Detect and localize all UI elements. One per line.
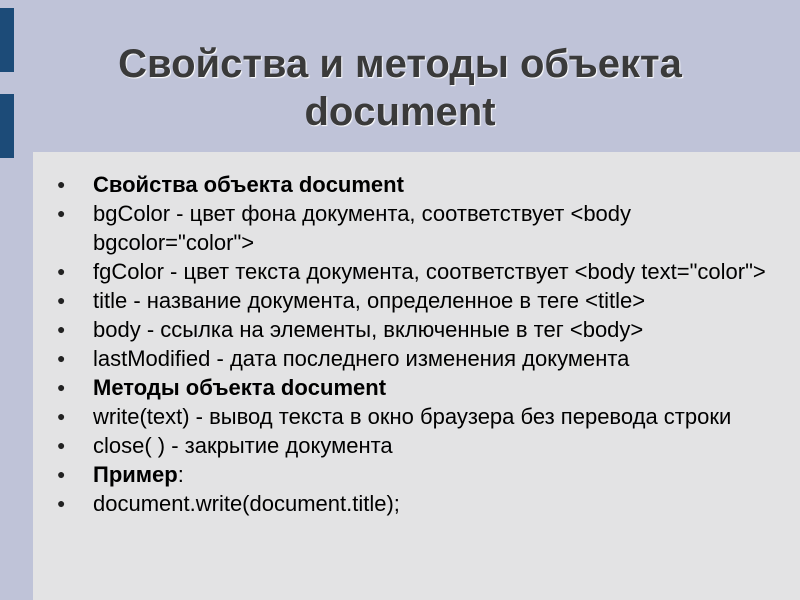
list-item bbox=[33, 199, 773, 257]
list-item-text: body - ссылка на элементы, включенные в тег <body> bbox=[93, 317, 644, 342]
list-item-text: title - название документа, определенное в теге <title> bbox=[93, 288, 646, 313]
list-item-text: close( ) - закрытие документа bbox=[93, 433, 393, 458]
list-item-text: Пример bbox=[93, 462, 178, 487]
slide-title-line-1: Свойства и методы объекта bbox=[118, 42, 682, 86]
list-item-suffix: : bbox=[177, 462, 184, 487]
slide-title bbox=[0, 40, 800, 136]
list-item-text: Свойства объекта document bbox=[93, 172, 404, 197]
list-item-text: lastModified - дата последнего изменения документа bbox=[93, 346, 630, 371]
content-panel bbox=[33, 152, 800, 600]
list-item bbox=[33, 286, 773, 315]
list-item bbox=[33, 344, 773, 373]
bullet-icon: ● bbox=[57, 379, 66, 395]
list-item bbox=[33, 460, 773, 489]
bullet-icon: ● bbox=[57, 408, 66, 424]
list-item-text: document.write(document.title); bbox=[93, 491, 400, 516]
bullet-icon: ● bbox=[57, 350, 66, 366]
bullet-icon: ● bbox=[57, 321, 66, 337]
bullet-icon: ● bbox=[57, 263, 66, 279]
list-item bbox=[33, 489, 773, 518]
list-item bbox=[33, 431, 773, 460]
list-item bbox=[33, 170, 773, 199]
bullet-icon: ● bbox=[57, 466, 66, 482]
bullet-icon: ● bbox=[57, 495, 66, 511]
list-item bbox=[33, 373, 773, 402]
bullet-icon: ● bbox=[57, 205, 66, 221]
list-item-text: Методы объекта document bbox=[93, 375, 387, 400]
bullet-icon: ● bbox=[57, 437, 66, 453]
bullet-icon: ● bbox=[57, 292, 66, 308]
list-item bbox=[33, 315, 773, 344]
bullet-list bbox=[33, 170, 773, 518]
list-item bbox=[33, 257, 773, 286]
bullet-icon: ● bbox=[57, 176, 66, 192]
list-item-text: bgColor - цвет фона документа, соответствует <body bgcolor="color"> bbox=[93, 201, 632, 255]
slide-title-line-2: document bbox=[304, 90, 496, 134]
list-item-text: write(text) - вывод текста в окно браузера без перевода строки bbox=[93, 404, 732, 429]
list-item-text: fgColor - цвет текста документа, соответствует <body text="color"> bbox=[93, 259, 766, 284]
list-item bbox=[33, 402, 773, 431]
